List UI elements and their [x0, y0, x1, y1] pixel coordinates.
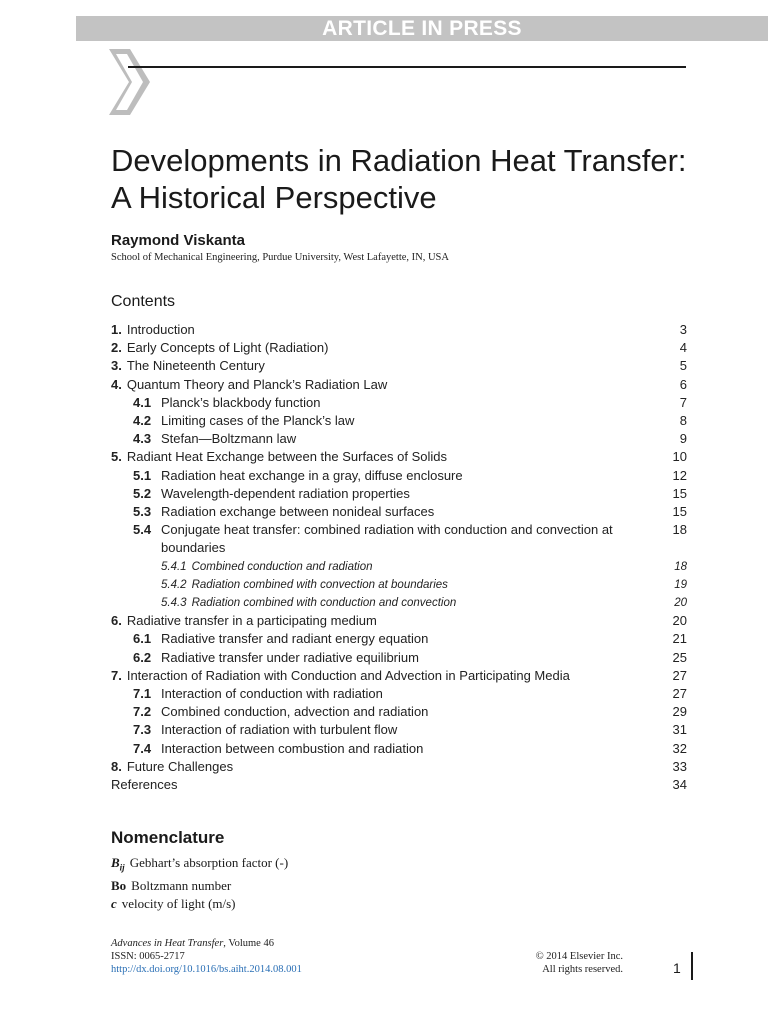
- toc-entry-title: Radiative transfer in a participating medium: [126, 613, 377, 629]
- toc-entry-page: 32: [672, 740, 687, 756]
- toc-entry-page: 15: [672, 504, 687, 520]
- toc-entry[interactable]: [111, 649, 687, 667]
- toc-entry-number: 5.3: [133, 504, 152, 520]
- toc-entry-number: 2.: [111, 340, 122, 356]
- toc-entry-number: 5.4.1: [161, 560, 187, 573]
- toc-entry[interactable]: [111, 667, 687, 685]
- toc-entry-title: Wavelength-dependent radiation properties: [161, 485, 410, 501]
- toc-entry-title: The Nineteenth Century: [126, 358, 265, 374]
- toc-entry-title: Stefan—Boltzmann law: [161, 431, 297, 447]
- toc-entry-title: Interaction between combustion and radiation: [161, 740, 424, 756]
- toc-entry-title: References: [111, 777, 178, 793]
- toc-entry-number: 4.1: [133, 394, 152, 410]
- nomenclature-symbol: $B_{ij}$: [111, 855, 125, 873]
- doi-link[interactable]: http://dx.doi.org/10.1016/bs.aiht.2014.08.001: [111, 964, 302, 975]
- toc-entry-page: 20: [672, 613, 687, 629]
- toc-entry-title: Radiative transfer under radiative equilibrium: [161, 649, 419, 665]
- toc-entry[interactable]: [111, 740, 687, 758]
- nomenclature-heading: Nomenclature: [111, 828, 225, 847]
- toc-entry-number: 7.: [111, 667, 122, 683]
- toc-entry-page: 3: [679, 322, 687, 337]
- toc-entry-title: Conjugate heat transfer: combined radiation with conduction and convection at boundaries: [161, 522, 613, 556]
- toc-entry[interactable]: [111, 321, 687, 339]
- toc-entry-page: 25: [672, 649, 687, 665]
- toc-entry-number: 5.4.3: [161, 597, 187, 610]
- toc-entry-page: 10: [672, 449, 687, 465]
- toc-entry[interactable]: [111, 412, 687, 430]
- toc-entry-number: 5.1: [133, 467, 152, 483]
- toc-entry-title: Combined conduction and radiation: [191, 560, 373, 573]
- nomenclature-item: [111, 854, 288, 877]
- toc-entry[interactable]: [111, 612, 687, 630]
- toc-entry[interactable]: [111, 776, 687, 794]
- toc-entry-title: Interaction of radiation with turbulent flow: [161, 722, 398, 738]
- toc-entry-title: Quantum Theory and Planck’s Radiation Law: [126, 376, 388, 392]
- toc-entry-number: 3.: [111, 358, 122, 374]
- nomenclature-description: Gebhart’s absorption factor (-): [129, 855, 289, 870]
- nomenclature-symbol: c: [111, 895, 117, 911]
- toc-entry-number: 4.3: [133, 431, 152, 447]
- toc-entry-title: Radiant Heat Exchange between the Surfaces of Solids: [126, 449, 447, 465]
- toc-entry-title: Future Challenges: [126, 758, 234, 774]
- toc-entry[interactable]: [111, 558, 687, 576]
- toc-entry[interactable]: [111, 357, 687, 375]
- nomenclature-item: [111, 877, 288, 895]
- toc-entry-page: 33: [672, 758, 687, 774]
- toc-entry-page: 27: [672, 686, 687, 702]
- toc-entry[interactable]: [111, 594, 687, 612]
- nomenclature-symbol: Bo: [111, 878, 127, 894]
- article-in-press-banner: ARTICLE IN PRESS: [76, 16, 768, 41]
- footer-citation: [111, 937, 302, 976]
- toc-entry-number: 5.4: [133, 522, 152, 538]
- journal-volume: , Volume 46: [223, 938, 274, 949]
- toc-entry-number: 6.: [111, 613, 122, 629]
- toc-entry-title: Planck’s blackbody function: [161, 394, 321, 410]
- toc-entry-page: 15: [672, 485, 687, 501]
- toc-entry-page: 8: [679, 413, 687, 429]
- toc-entry-number: 7.3: [133, 722, 152, 738]
- nomenclature-list: [111, 854, 288, 912]
- toc-entry[interactable]: [111, 758, 687, 776]
- article-title: Developments in Radiation Heat Transfer: A Historical Perspective: [111, 143, 687, 215]
- toc-entry-number: 7.4: [133, 740, 152, 756]
- footer-copyright: [505, 950, 623, 976]
- toc-entry[interactable]: [111, 521, 687, 557]
- copyright-text: © 2014 Elsevier Inc.: [535, 951, 623, 962]
- toc-entry-title: Combined conduction, advection and radiation: [161, 704, 429, 720]
- toc-entry-title: Radiation combined with convection at boundaries: [191, 578, 448, 591]
- toc-entry-title: Radiation combined with conduction and convection: [191, 597, 457, 610]
- journal-name: Advances in Heat Transfer: [111, 938, 224, 949]
- toc-entry[interactable]: [111, 394, 687, 412]
- table-of-contents: [111, 321, 687, 794]
- toc-entry-title: Radiative transfer and radiant energy equation: [161, 631, 429, 647]
- toc-entry-number: 7.2: [133, 704, 152, 720]
- toc-entry-title: Radiation heat exchange in a gray, diffuse enclosure: [161, 467, 463, 483]
- toc-entry-number: 5.2: [133, 485, 152, 501]
- toc-entry-number: 6.1: [133, 631, 152, 647]
- toc-entry[interactable]: [111, 576, 687, 594]
- toc-entry-number: 8.: [111, 758, 122, 774]
- toc-entry-number: 1.: [111, 322, 122, 337]
- toc-entry-title: Introduction: [126, 322, 195, 337]
- toc-entry-page: 20: [674, 597, 687, 610]
- contents-heading: Contents: [111, 293, 176, 310]
- toc-entry-title: Early Concepts of Light (Radiation): [126, 340, 329, 356]
- toc-entry[interactable]: [111, 485, 687, 503]
- toc-entry-number: 6.2: [133, 649, 152, 665]
- author-name: Raymond Viskanta: [111, 232, 245, 249]
- toc-entry-page: 34: [672, 777, 687, 793]
- toc-entry-page: 31: [672, 722, 687, 738]
- author-affiliation: School of Mechanical Engineering, Purdue University, West Lafayette, IN, USA: [111, 252, 449, 263]
- nomenclature-description: velocity of light (m/s): [121, 895, 236, 911]
- toc-entry-page: 12: [672, 467, 687, 483]
- toc-entry-page: 18: [672, 522, 687, 538]
- toc-entry[interactable]: [111, 467, 687, 485]
- toc-entry-title: Radiation exchange between nonideal surfaces: [161, 504, 435, 520]
- toc-entry[interactable]: [111, 503, 687, 521]
- nomenclature-item: [111, 895, 288, 913]
- rights-text: All rights reserved.: [542, 964, 623, 975]
- toc-entry-title: Limiting cases of the Planck’s law: [161, 413, 355, 429]
- toc-entry-number: 5.4.2: [161, 578, 187, 591]
- nomenclature-description: Boltzmann number: [131, 878, 232, 894]
- toc-entry-title: Interaction of conduction with radiation: [161, 686, 383, 702]
- toc-entry[interactable]: [111, 448, 687, 466]
- issn: ISSN: 0065-2717: [111, 951, 185, 962]
- toc-entry-page: 4: [679, 340, 687, 356]
- toc-entry-number: 4.: [111, 376, 122, 392]
- toc-entry-page: 5: [679, 358, 687, 374]
- toc-entry-page: 27: [672, 667, 687, 683]
- toc-entry[interactable]: [111, 721, 687, 739]
- toc-entry-page: 6: [679, 376, 687, 392]
- toc-entry-page: 21: [672, 631, 687, 647]
- toc-entry-number: 7.1: [133, 686, 152, 702]
- toc-entry-page: 19: [674, 578, 687, 591]
- toc-entry[interactable]: [111, 339, 687, 357]
- page-number-rule: [691, 952, 693, 980]
- toc-entry-number: 4.2: [133, 413, 152, 429]
- toc-entry-page: 7: [679, 394, 687, 410]
- toc-entry-page: 18: [674, 560, 687, 573]
- chevron-logo-icon: [108, 46, 152, 118]
- toc-entry[interactable]: [111, 703, 687, 721]
- toc-entry[interactable]: [111, 630, 687, 648]
- toc-entry-page: 9: [679, 431, 687, 447]
- toc-entry-title: Interaction of Radiation with Conduction and Advection in Participating Media: [126, 667, 570, 683]
- toc-entry-page: 29: [672, 704, 687, 720]
- header-rule: [128, 66, 686, 68]
- toc-entry[interactable]: [111, 685, 687, 703]
- page-number: 1: [673, 960, 681, 976]
- toc-entry[interactable]: [111, 376, 687, 394]
- toc-entry-number: 5.: [111, 449, 122, 465]
- toc-entry[interactable]: [111, 430, 687, 448]
